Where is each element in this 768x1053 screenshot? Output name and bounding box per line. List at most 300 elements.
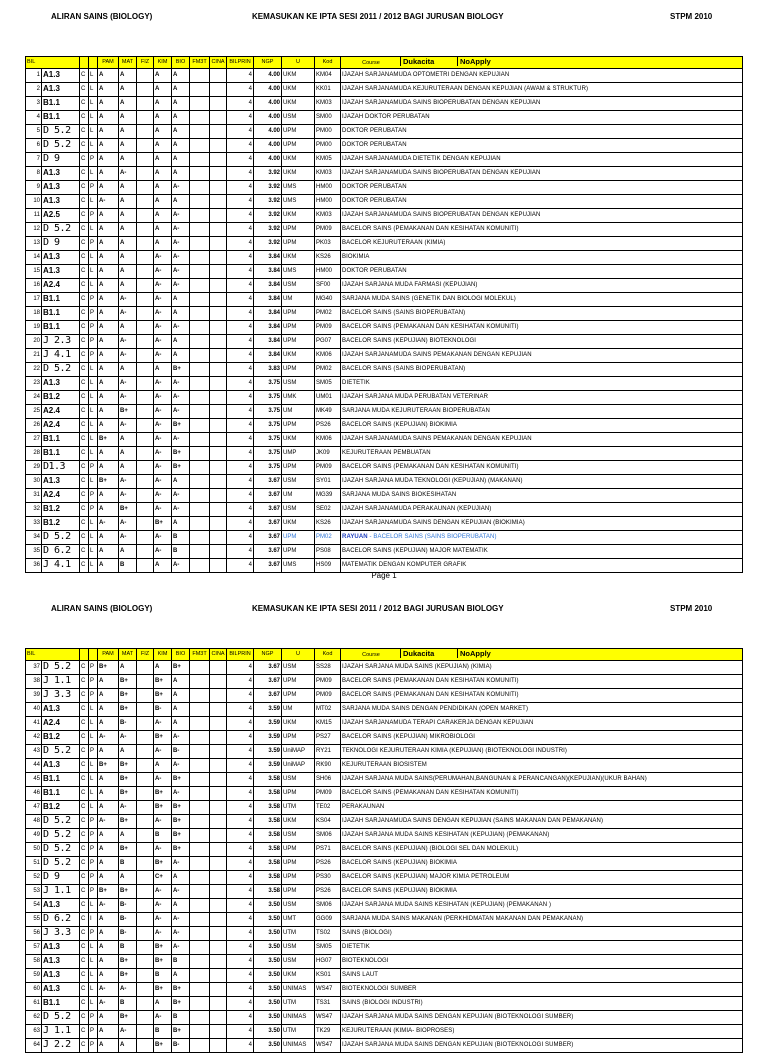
bilprin: 4 [227,1011,254,1025]
course-code: KM03 [315,209,341,223]
table-row [26,829,743,843]
ngp: 3.58 [254,871,282,885]
grade-pam: A [98,787,119,801]
course-name: IJAZAH SARJANAMUDA SAINS DENGAN KEPUJIAN (SAINS MAKANAN DAN PEMAKANAN) [341,815,743,829]
table-row [26,167,743,181]
bil-code [42,153,80,167]
grade-mat: A [119,111,137,125]
grade-fm3t [190,675,210,689]
flag-l: P [89,335,98,349]
grade-fiz [137,433,154,447]
grade-mat: A [119,237,137,251]
ngp: 3.59 [254,731,282,745]
table-row [26,223,743,237]
grade-pam: A [98,391,119,405]
grade-pam: A [98,83,119,97]
flag-l: L [89,559,98,573]
course-code: KM05 [315,153,341,167]
university: UMK [282,391,315,405]
university: UMS [282,265,315,279]
flag-c: C [80,377,89,391]
table-row [26,885,743,899]
grade-pam: A [98,447,119,461]
course-name: IJAZAH SARJANAMUDA SAINS DENGAN KEPUJIAN (BIOKIMIA) [341,517,743,531]
ngp: 3.50 [254,955,282,969]
course-code: WS47 [315,1011,341,1025]
grade-fiz [137,209,154,223]
table-row [26,209,743,223]
grade-fiz [137,307,154,321]
header-title: KEMASUKAN KE IPTA SESI 2011 / 2012 BAGI JURUSAN BIOLOGY [252,12,504,21]
grade-bio: B [172,955,190,969]
grade-bio: A- [172,885,190,899]
col-blank-2 [89,649,98,661]
bilprin: 4 [227,745,254,759]
grade-mat: A [119,251,137,265]
university: UPM [282,321,315,335]
grade-fiz [137,83,154,97]
grade-fiz [137,111,154,125]
bil-code [42,759,80,773]
row-number: 58 [26,955,42,969]
course-code: KS04 [315,815,341,829]
table-row [26,475,743,489]
ngp: 3.50 [254,927,282,941]
grade-fiz [137,675,154,689]
bil-code [42,433,80,447]
bilprin: 4 [227,279,254,293]
grade-fiz [137,447,154,461]
grade-mat: A [119,871,137,885]
flag-l: L [89,433,98,447]
bil-code-text: A1.3 [43,266,60,275]
bilprin: 4 [227,829,254,843]
bil-code [42,251,80,265]
page-header-1 [0,12,768,24]
grade-cina [210,139,227,153]
bil-code-text: A1.3 [43,168,60,177]
grade-mat: A- [119,731,137,745]
table-row [26,377,743,391]
bil-code-text: A2.4 [43,718,60,727]
grade-fm3t [190,335,210,349]
grade-kim: A- [154,265,172,279]
bil-code [42,111,80,125]
flag-c: C [80,885,89,899]
grade-fiz [137,363,154,377]
table-header-row [26,649,743,661]
ngp: 4.00 [254,83,282,97]
grade-bio: A- [172,251,190,265]
grade-fm3t [190,801,210,815]
bilprin: 4 [227,209,254,223]
col-ngp: NGP [254,649,282,661]
bil-code [42,419,80,433]
course-code: PS26 [315,857,341,871]
bil-code [42,125,80,139]
grade-kim: A [154,559,172,573]
university: UMT [282,913,315,927]
course-name: BACELOR SAINS (PEMAKANAN DAN KESIHATAN KOMUNITI) [341,223,743,237]
grade-bio: A- [172,391,190,405]
grade-pam: A [98,223,119,237]
bilprin: 4 [227,349,254,363]
ngp: 3.50 [254,1039,282,1053]
grade-bio: B+ [172,815,190,829]
grade-bio: B+ [172,997,190,1011]
row-number: 55 [26,913,42,927]
grade-cina [210,195,227,209]
grade-cina [210,83,227,97]
grade-kim: A- [154,913,172,927]
grade-kim: A [154,97,172,111]
course-code: WS47 [315,983,341,997]
grade-fm3t [190,545,210,559]
table-row [26,913,743,927]
flag-c: C [80,773,89,787]
grade-kim: A- [154,899,172,913]
bilprin: 4 [227,503,254,517]
grade-fiz [137,745,154,759]
ngp: 3.92 [254,237,282,251]
col-fiz: FIZ [137,649,154,661]
grade-cina [210,111,227,125]
table-row [26,265,743,279]
grade-fiz [137,405,154,419]
ngp: 3.84 [254,307,282,321]
flag-c: C [80,363,89,377]
grade-pam: A [98,745,119,759]
course-name: KEJURUTERAAN PEMBUATAN [341,447,743,461]
bil-code-text: A1.3 [43,970,60,979]
course-code: KM03 [315,97,341,111]
grade-cina [210,335,227,349]
header-title: KEMASUKAN KE IPTA SESI 2011 / 2012 BAGI JURUSAN BIOLOGY [252,604,504,613]
grade-bio: B- [172,745,190,759]
course-code: SM06 [315,829,341,843]
table-row [26,517,743,531]
ngp: 3.67 [254,517,282,531]
course-code: HG07 [315,955,341,969]
course-name: SARJANA MUDA KEJURUTERAAN BIOPERUBATAN [341,405,743,419]
grade-mat: A- [119,489,137,503]
bilprin: 4 [227,899,254,913]
flag-c: C [80,139,89,153]
flag-l: P [89,489,98,503]
grade-mat: B [119,997,137,1011]
grade-mat: B+ [119,503,137,517]
grade-pam: A- [98,899,119,913]
ngp: 3.75 [254,447,282,461]
grade-pam: A [98,111,119,125]
grade-kim: A- [154,335,172,349]
grade-cina [210,983,227,997]
course-name: DIETETIK [341,377,743,391]
grade-kim: A [154,167,172,181]
grade-bio: A [172,717,190,731]
course-name: BACELOR KEJURUTERAAN (KIMIA) [341,237,743,251]
grade-mat: A- [119,335,137,349]
flag-c: C [80,209,89,223]
grade-mat: B+ [119,815,137,829]
course-code: TK29 [315,1025,341,1039]
grade-cina [210,1039,227,1053]
course-code: TE02 [315,801,341,815]
ngp: 3.67 [254,661,282,675]
row-number: 54 [26,899,42,913]
flag-l: L [89,703,98,717]
grade-cina [210,969,227,983]
grade-cina [210,69,227,83]
bil-code-text: A2.4 [43,280,60,289]
ngp: 3.50 [254,983,282,997]
grade-mat: A [119,69,137,83]
flag-c: C [80,941,89,955]
grade-mat: B+ [119,675,137,689]
grade-kim: A- [154,545,172,559]
grade-fm3t [190,433,210,447]
grade-pam: A [98,377,119,391]
grade-bio: A [172,335,190,349]
col-bio: BIO [172,57,190,69]
course-name: IJAZAH SARJANA MUDA FARMASI (KEPUJIAN) [341,279,743,293]
grade-mat: B- [119,717,137,731]
grade-bio: A- [172,209,190,223]
grade-kim: B+ [154,689,172,703]
row-number: 6 [26,139,42,153]
university: UMS [282,195,315,209]
grade-pam: A [98,941,119,955]
university: UPM [282,139,315,153]
flag-c: C [80,731,89,745]
col-course-group [341,649,743,661]
grade-bio: A [172,69,190,83]
flag-l: L [89,517,98,531]
flag-l: L [89,279,98,293]
bil-code-text: B1.1 [43,308,60,317]
course-name: IJAZAH SARJANA MUDA SAINS DENGAN KEPUJIAN (BIOTEKNOLOGI SUMBER) [341,1039,743,1053]
flag-c: C [80,815,89,829]
table-row [26,703,743,717]
course-name: BIOTEKNOLOGI [341,955,743,969]
bil-code [42,195,80,209]
grade-pam: A [98,1011,119,1025]
grade-fiz [137,181,154,195]
bil-code [42,475,80,489]
flag-c: C [80,717,89,731]
ngp: 3.75 [254,461,282,475]
grade-fm3t [190,969,210,983]
row-number: 23 [26,377,42,391]
grade-fiz [137,871,154,885]
grade-fiz [137,237,154,251]
course-name: SAINS (BIOLOGI) [341,927,743,941]
grade-cina [210,731,227,745]
header-exam: STPM 2010 [670,12,713,21]
university: UKM [282,153,315,167]
grade-bio: A- [172,433,190,447]
table-row [26,363,743,377]
flag-l: L [89,69,98,83]
row-number: 52 [26,871,42,885]
bilprin: 4 [227,1039,254,1053]
grade-mat: B+ [119,703,137,717]
ngp: 3.84 [254,293,282,307]
grade-mat: A [119,125,137,139]
grade-cina [210,279,227,293]
col-fm3t: FM3T [190,649,210,661]
grade-fm3t [190,1025,210,1039]
bil-code-text: D 5.2 [43,745,71,756]
university: UPM [282,461,315,475]
bil-code [42,871,80,885]
col-fm3t: FM3T [190,57,210,69]
bil-code-text: B1.2 [43,392,60,401]
table-row [26,997,743,1011]
grade-mat: A [119,433,137,447]
grade-fm3t [190,885,210,899]
flag-c: C [80,843,89,857]
col-bilprin: BILPRIN [227,649,254,661]
bil-code-text: D 6.2 [43,545,71,556]
grade-pam: A [98,927,119,941]
university: USM [282,661,315,675]
bil-code-text: B1.1 [43,434,60,443]
flag-c: C [80,503,89,517]
grade-fm3t [190,829,210,843]
grade-kim: A [154,997,172,1011]
grade-fiz [137,1011,154,1025]
row-number: 7 [26,153,42,167]
university: UKM [282,97,315,111]
bil-code-text: J 2.3 [43,335,71,346]
bil-code [42,843,80,857]
course-name: DOKTOR PERUBATAN [341,195,743,209]
grade-kim: A- [154,717,172,731]
bilprin: 4 [227,433,254,447]
course-code: MK49 [315,405,341,419]
grade-fiz [137,349,154,363]
table-row [26,955,743,969]
grade-fm3t [190,717,210,731]
grade-bio: B [172,1011,190,1025]
bil-code-text: A1.3 [43,956,60,965]
bil-code-text: A1.3 [43,70,60,79]
flag-c: C [80,545,89,559]
grade-kim: A- [154,927,172,941]
flag-l: L [89,125,98,139]
course-name: BACELOR SAINS (PEMAKANAN DAN KESIHATAN KOMUNITI) [341,689,743,703]
table-row [26,941,743,955]
row-number: 24 [26,391,42,405]
grade-kim: B+ [154,941,172,955]
grade-kim: A- [154,489,172,503]
flag-c: C [80,997,89,1011]
col-pam: PAM [98,57,119,69]
grade-pam: A [98,167,119,181]
bilprin: 4 [227,419,254,433]
flag-l: P [89,237,98,251]
grade-fm3t [190,447,210,461]
flag-c: C [80,321,89,335]
grade-kim: A- [154,419,172,433]
grade-fm3t [190,843,210,857]
course-name: IJAZAH SARJANAMUDA SAINS BIOPERUBATAN DENGAN KEPUJIAN [341,209,743,223]
row-number: 53 [26,885,42,899]
table-row [26,489,743,503]
course-code: PS27 [315,731,341,745]
grade-mat: A- [119,517,137,531]
grade-pam: A [98,237,119,251]
grade-fm3t [190,899,210,913]
grade-fiz [137,899,154,913]
grade-pam: A [98,153,119,167]
grade-fm3t [190,181,210,195]
university: UPM [282,731,315,745]
grade-cina [210,913,227,927]
course-code: KK01 [315,83,341,97]
row-number: 21 [26,349,42,363]
course-name: BACELOR SAINS (SAINS BIOPERUBATAN) [341,363,743,377]
grade-cina [210,843,227,857]
grade-pam: B+ [98,433,119,447]
flag-c: C [80,167,89,181]
bil-code [42,363,80,377]
course-code: TS02 [315,927,341,941]
flag-l: P [89,689,98,703]
flag-l: L [89,167,98,181]
bilprin: 4 [227,717,254,731]
row-number: 4 [26,111,42,125]
grade-fm3t [190,941,210,955]
col-kod: Kod [315,649,341,661]
bilprin: 4 [227,545,254,559]
grade-fiz [137,801,154,815]
course-code: PS08 [315,545,341,559]
grade-kim: B [154,1025,172,1039]
grade-pam: A [98,181,119,195]
grade-kim: A- [154,377,172,391]
course-name: SAINS (BIOLOGI INDUSTRI) [341,997,743,1011]
bil-code-text: D 5.2 [43,661,71,672]
bilprin: 4 [227,801,254,815]
bilprin: 4 [227,167,254,181]
flag-l: L [89,983,98,997]
bil-code-text: J 4.1 [43,559,71,570]
course-name: BIOKIMIA [341,251,743,265]
flag-l: P [89,321,98,335]
grade-pam: A- [98,997,119,1011]
flag-l: P [89,307,98,321]
course-name: BACELOR SAINS (KEPUJIAN) BIOKIMIA [341,857,743,871]
bil-code [42,1039,80,1053]
grade-kim: A- [154,251,172,265]
bil-code [42,857,80,871]
ngp: 3.67 [254,489,282,503]
grade-fiz [137,223,154,237]
bil-code [42,391,80,405]
course-name: IJAZAH SARJANAMUDA DIETETIK DENGAN KEPUJIAN [341,153,743,167]
flag-l: P [89,349,98,363]
grade-kim: B+ [154,801,172,815]
row-number: 9 [26,181,42,195]
grade-kim: B+ [154,675,172,689]
grade-fiz [137,913,154,927]
grade-fiz [137,689,154,703]
course-code: GG09 [315,913,341,927]
bil-code [42,997,80,1011]
row-number: 39 [26,689,42,703]
